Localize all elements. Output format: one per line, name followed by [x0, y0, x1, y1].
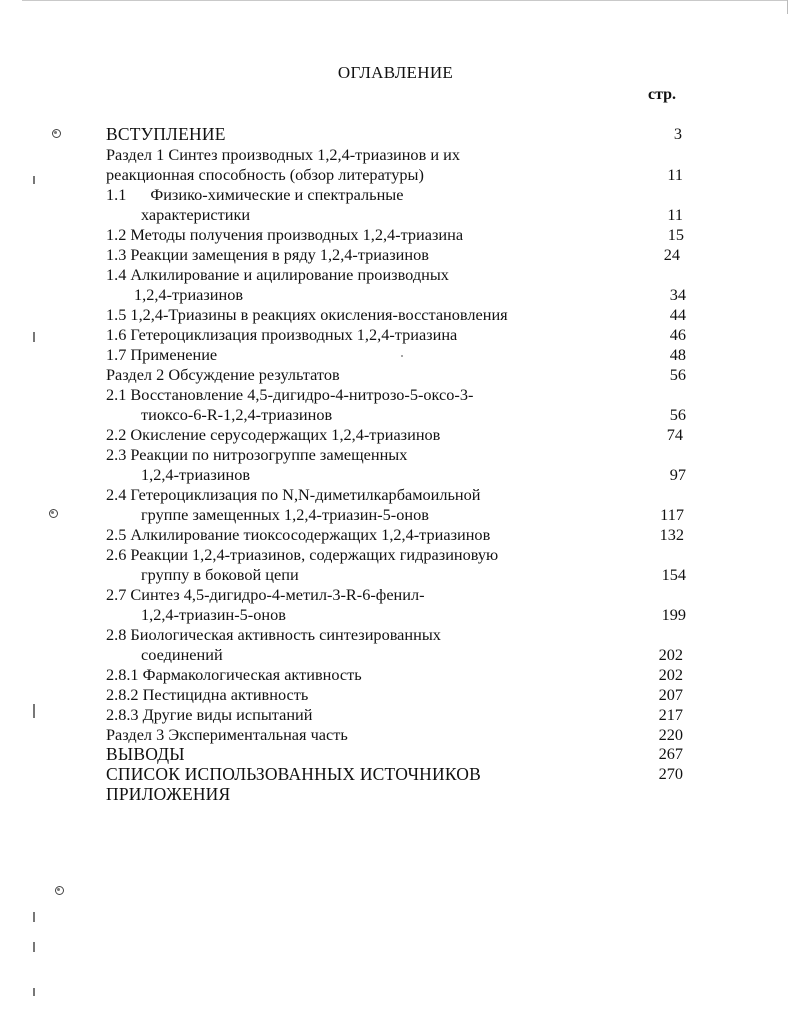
- toc-entry-2-3: 2.3 Реакции по нитрозогруппе замещенных: [106, 445, 408, 464]
- toc-page-number: 44: [669, 305, 686, 324]
- toc-page-number: 267: [658, 744, 683, 763]
- toc-entry-number: 1.1: [106, 185, 127, 204]
- toc-page-number: 207: [658, 685, 683, 704]
- margin-tick: [33, 912, 35, 922]
- toc-entry-2-4-cont: группе замещенных 1,2,4-триазин-5-онов: [141, 505, 429, 524]
- toc-entry-1-2: 1.2 Методы получения производных 1,2,4-триазина: [106, 225, 464, 244]
- toc-entry-2-1-cont: тиоксо-6-R-1,2,4-триазинов: [141, 405, 333, 424]
- toc-entry-2-2: 2.2 Окисление серусодержащих 1,2,4-триазинов: [106, 425, 441, 444]
- toc-entry-2-4: 2.4 Гетероциклизация по N,N-диметилкарбамоильной: [106, 485, 481, 504]
- margin-tick: [33, 332, 35, 342]
- margin-tick: [33, 942, 35, 952]
- toc-page-number: 11: [667, 165, 683, 184]
- toc-entry-section3: Раздел 3 Экспериментальная часть: [106, 725, 348, 744]
- toc-entry-section2: Раздел 2 Обсуждение результатов: [106, 365, 340, 384]
- toc-entry-appendices: ПРИЛОЖЕНИЯ: [106, 784, 231, 804]
- toc-entry-section1-cont: реакционная способность (обзор литературы): [106, 165, 424, 184]
- toc-entry-1-1-cont: характеристики: [141, 205, 251, 224]
- toc-entry-1-4-cont: 1,2,4-триазинов: [134, 285, 244, 304]
- toc-entry-1-4: 1.4 Алкилирование и ацилирование производных: [106, 265, 449, 284]
- toc-entry-2-8-cont: соединений: [141, 645, 223, 664]
- toc-page-number: 199: [661, 605, 686, 624]
- scan-speck: [401, 355, 403, 357]
- toc-page-number: 270: [658, 764, 683, 783]
- page-right-edge: [787, 0, 788, 14]
- toc-entry-2-5: 2.5 Алкилирование тиоксосодержащих 1,2,4-триазинов: [106, 525, 491, 544]
- toc-page-number: 24: [663, 245, 680, 264]
- binder-hole-1: [52, 129, 61, 138]
- toc-page-number: 74: [666, 425, 683, 444]
- toc-page-number: 15: [667, 225, 684, 244]
- toc-page-number: 56: [669, 365, 686, 384]
- binder-hole-3: [55, 886, 64, 895]
- toc-entry-2-6: 2.6 Реакции 1,2,4-триазинов, содержащих гидразиновую: [106, 545, 499, 564]
- toc-entry-2-7-cont: 1,2,4-триазин-5-онов: [141, 605, 286, 624]
- toc-entry-1-7: 1.7 Применение: [106, 345, 218, 364]
- page-column-label: стр.: [648, 86, 677, 103]
- toc-entry-2-8-1: 2.8.1 Фармакологическая активность: [106, 665, 362, 684]
- toc-page-number: 11: [667, 205, 683, 224]
- toc-page-number: 46: [669, 325, 686, 344]
- toc-page-number: 220: [658, 725, 683, 744]
- toc-entry-section1: Раздел 1 Синтез производных 1,2,4-триазинов и их: [106, 145, 460, 164]
- page-title: ОГЛАВЛЕНИЕ: [337, 63, 454, 82]
- toc-entry-title: Физико-химические и спектральные: [150, 185, 404, 204]
- toc-page-number: 202: [658, 665, 683, 684]
- toc-page-number: 97: [669, 465, 686, 484]
- toc-entry-1-3: 1.3 Реакции замещения в ряду 1,2,4-триазинов: [106, 245, 429, 264]
- toc-page-number: 34: [669, 285, 686, 304]
- toc-entry-2-3-cont: 1,2,4-триазинов: [141, 465, 251, 484]
- toc-entry-1-6: 1.6 Гетероциклизация производных 1,2,4-триазина: [106, 325, 458, 344]
- binder-hole-2: [49, 509, 58, 518]
- toc-page-number: 56: [669, 405, 686, 424]
- toc-entry-references: СПИСОК ИСПОЛЬЗОВАННЫХ ИСТОЧНИКОВ: [106, 764, 482, 784]
- toc-entry-introduction: ВСТУПЛЕНИЕ: [106, 124, 226, 144]
- toc-page-number: 117: [660, 505, 684, 524]
- toc-entry-2-8: 2.8 Биологическая активность синтезированных: [106, 625, 441, 644]
- margin-tick: [33, 704, 35, 718]
- toc-entry-2-1: 2.1 Восстановление 4,5-дигидро-4-нитрозо-5-оксо-3-: [106, 385, 474, 404]
- margin-tick: [33, 988, 35, 996]
- toc-entry-2-8-3: 2.8.3 Другие виды испытаний: [106, 705, 313, 724]
- toc-entry-2-6-cont: группу в боковой цепи: [141, 565, 299, 584]
- toc-page-number: 154: [661, 565, 686, 584]
- toc-page-number: 217: [658, 705, 683, 724]
- toc-entry-1-1: [106, 185, 403, 205]
- toc-entry-1-5: 1.5 1,2,4-Триазины в реакциях окисления-восстановления: [106, 305, 508, 324]
- page-top-edge: [22, 0, 787, 1]
- toc-page-number: 132: [659, 525, 684, 544]
- toc-entry-2-7: 2.7 Синтез 4,5-дигидро-4-метил-3-R-6-фенил-: [106, 585, 425, 604]
- toc-entry-conclusions: ВЫВОДЫ: [106, 744, 185, 764]
- toc-entry-2-8-2: 2.8.2 Пестицидна активность: [106, 685, 309, 704]
- toc-page-number: 202: [658, 645, 683, 664]
- margin-tick: [33, 176, 35, 184]
- toc-page-number: 3: [673, 124, 682, 143]
- toc-page-number: 48: [669, 345, 686, 364]
